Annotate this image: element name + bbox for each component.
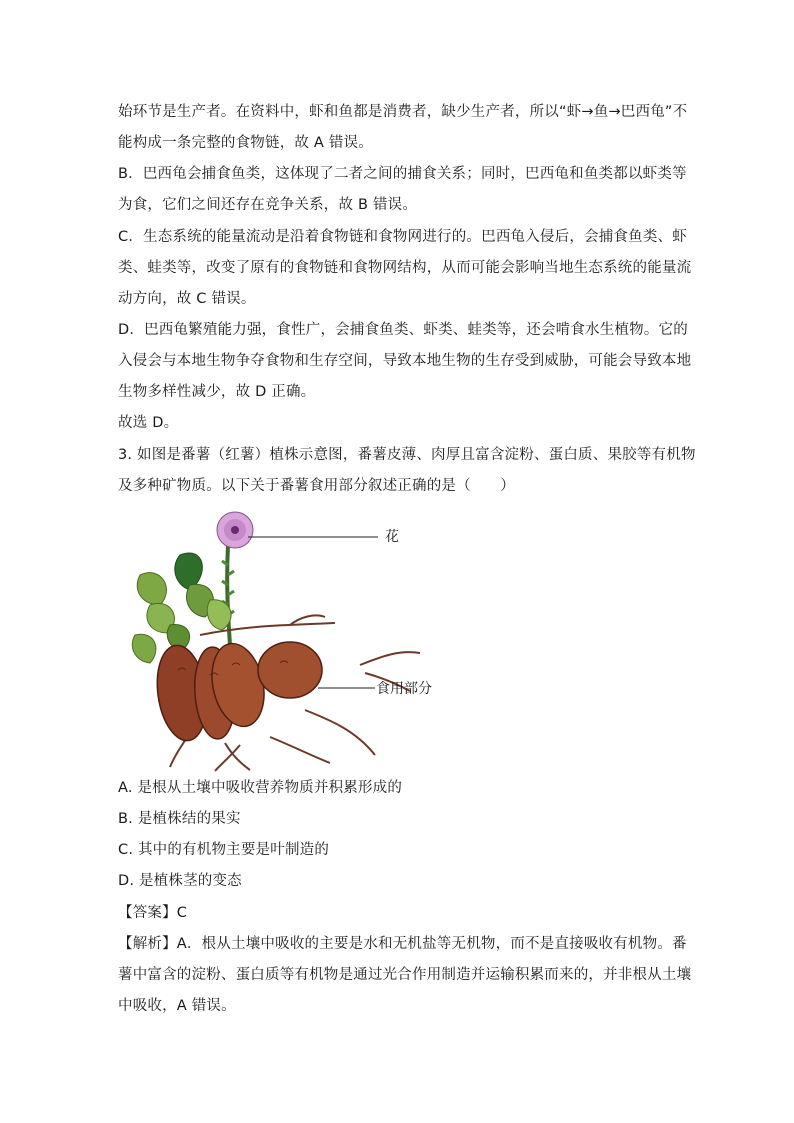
paragraph-c-line-2: 类、蛙类等，改变了原有的食物链和食物网结构，从而可能会影响当地生态系统的能量流 [118, 260, 692, 276]
analysis-line-1: 【解析】A．根从土壤中吸收的主要是水和无机盐等无机物，而不是直接吸收有机物。番 [118, 936, 687, 952]
question-stem-line-1: 3. 如图是番薯（红薯）植株示意图，番薯皮薄、肉厚且富含淀粉、蛋白质、果胶等有机物 [118, 447, 696, 463]
option-c: C. 其中的有机物主要是叶制造的 [118, 842, 330, 858]
label-edible-part: 食用部分 [376, 681, 432, 697]
label-flower: 花 [385, 529, 399, 545]
choice-conclusion: 故选 D。 [118, 415, 179, 431]
question-stem-line-2: 及多种矿物质。以下关于番薯食用部分叙述正确的是（ ） [118, 478, 515, 494]
paragraph-b-line-2: 为食，它们之间还存在竞争关系，故 B 错误。 [118, 197, 418, 213]
tuber-group [152, 639, 322, 744]
option-b: B. 是植株结的果实 [118, 811, 241, 827]
analysis-line-3: 中吸收，A 错误。 [118, 998, 236, 1014]
paragraph-c-line-3: 动方向，故 C 错误。 [118, 291, 256, 307]
answer-line: 【答案】C [118, 905, 188, 921]
paragraph-d-line-2: 入侵会与本地生物争夺食物和生存空间，导致本地生物的生存受到威胁，可能会导致本地 [118, 353, 692, 369]
sweet-potato-figure [120, 505, 450, 773]
paragraph-d-line-1: D．巴西龟繁殖能力强，食性广，会捕食鱼类、虾类、蛙类等，还会啃食水生植物。它的 [118, 322, 688, 338]
paragraph-d-line-3: 生物多样性减少，故 D 正确。 [118, 384, 316, 400]
option-a: A. 是根从土壤中吸收营养物质并积累形成的 [118, 780, 403, 796]
paragraph-b-line-1: B．巴西龟会捕食鱼类，这体现了二者之间的捕食关系；同时，巴西龟和鱼类都以虾类等 [118, 166, 687, 182]
option-d: D. 是植株茎的变态 [118, 873, 242, 889]
paragraph-c-line-1: C．生态系统的能量流动是沿着食物链和食物网进行的。巴西龟入侵后，会捕食鱼类、虾 [118, 229, 687, 245]
sweet-potato-illustration [120, 505, 450, 773]
flower-icon [217, 512, 253, 548]
paragraph-a-line-1: 始环节是生产者。在资料中，虾和鱼都是消费者，缺少生产者，所以“虾→鱼→巴西龟”不 [118, 104, 688, 120]
analysis-line-2: 薯中富含的淀粉、蛋白质等有机物是通过光合作用制造并运输积累而来的，并非根从土壤 [118, 967, 692, 983]
paragraph-a-line-2: 能构成一条完整的食物链，故 A 错误。 [118, 135, 373, 151]
